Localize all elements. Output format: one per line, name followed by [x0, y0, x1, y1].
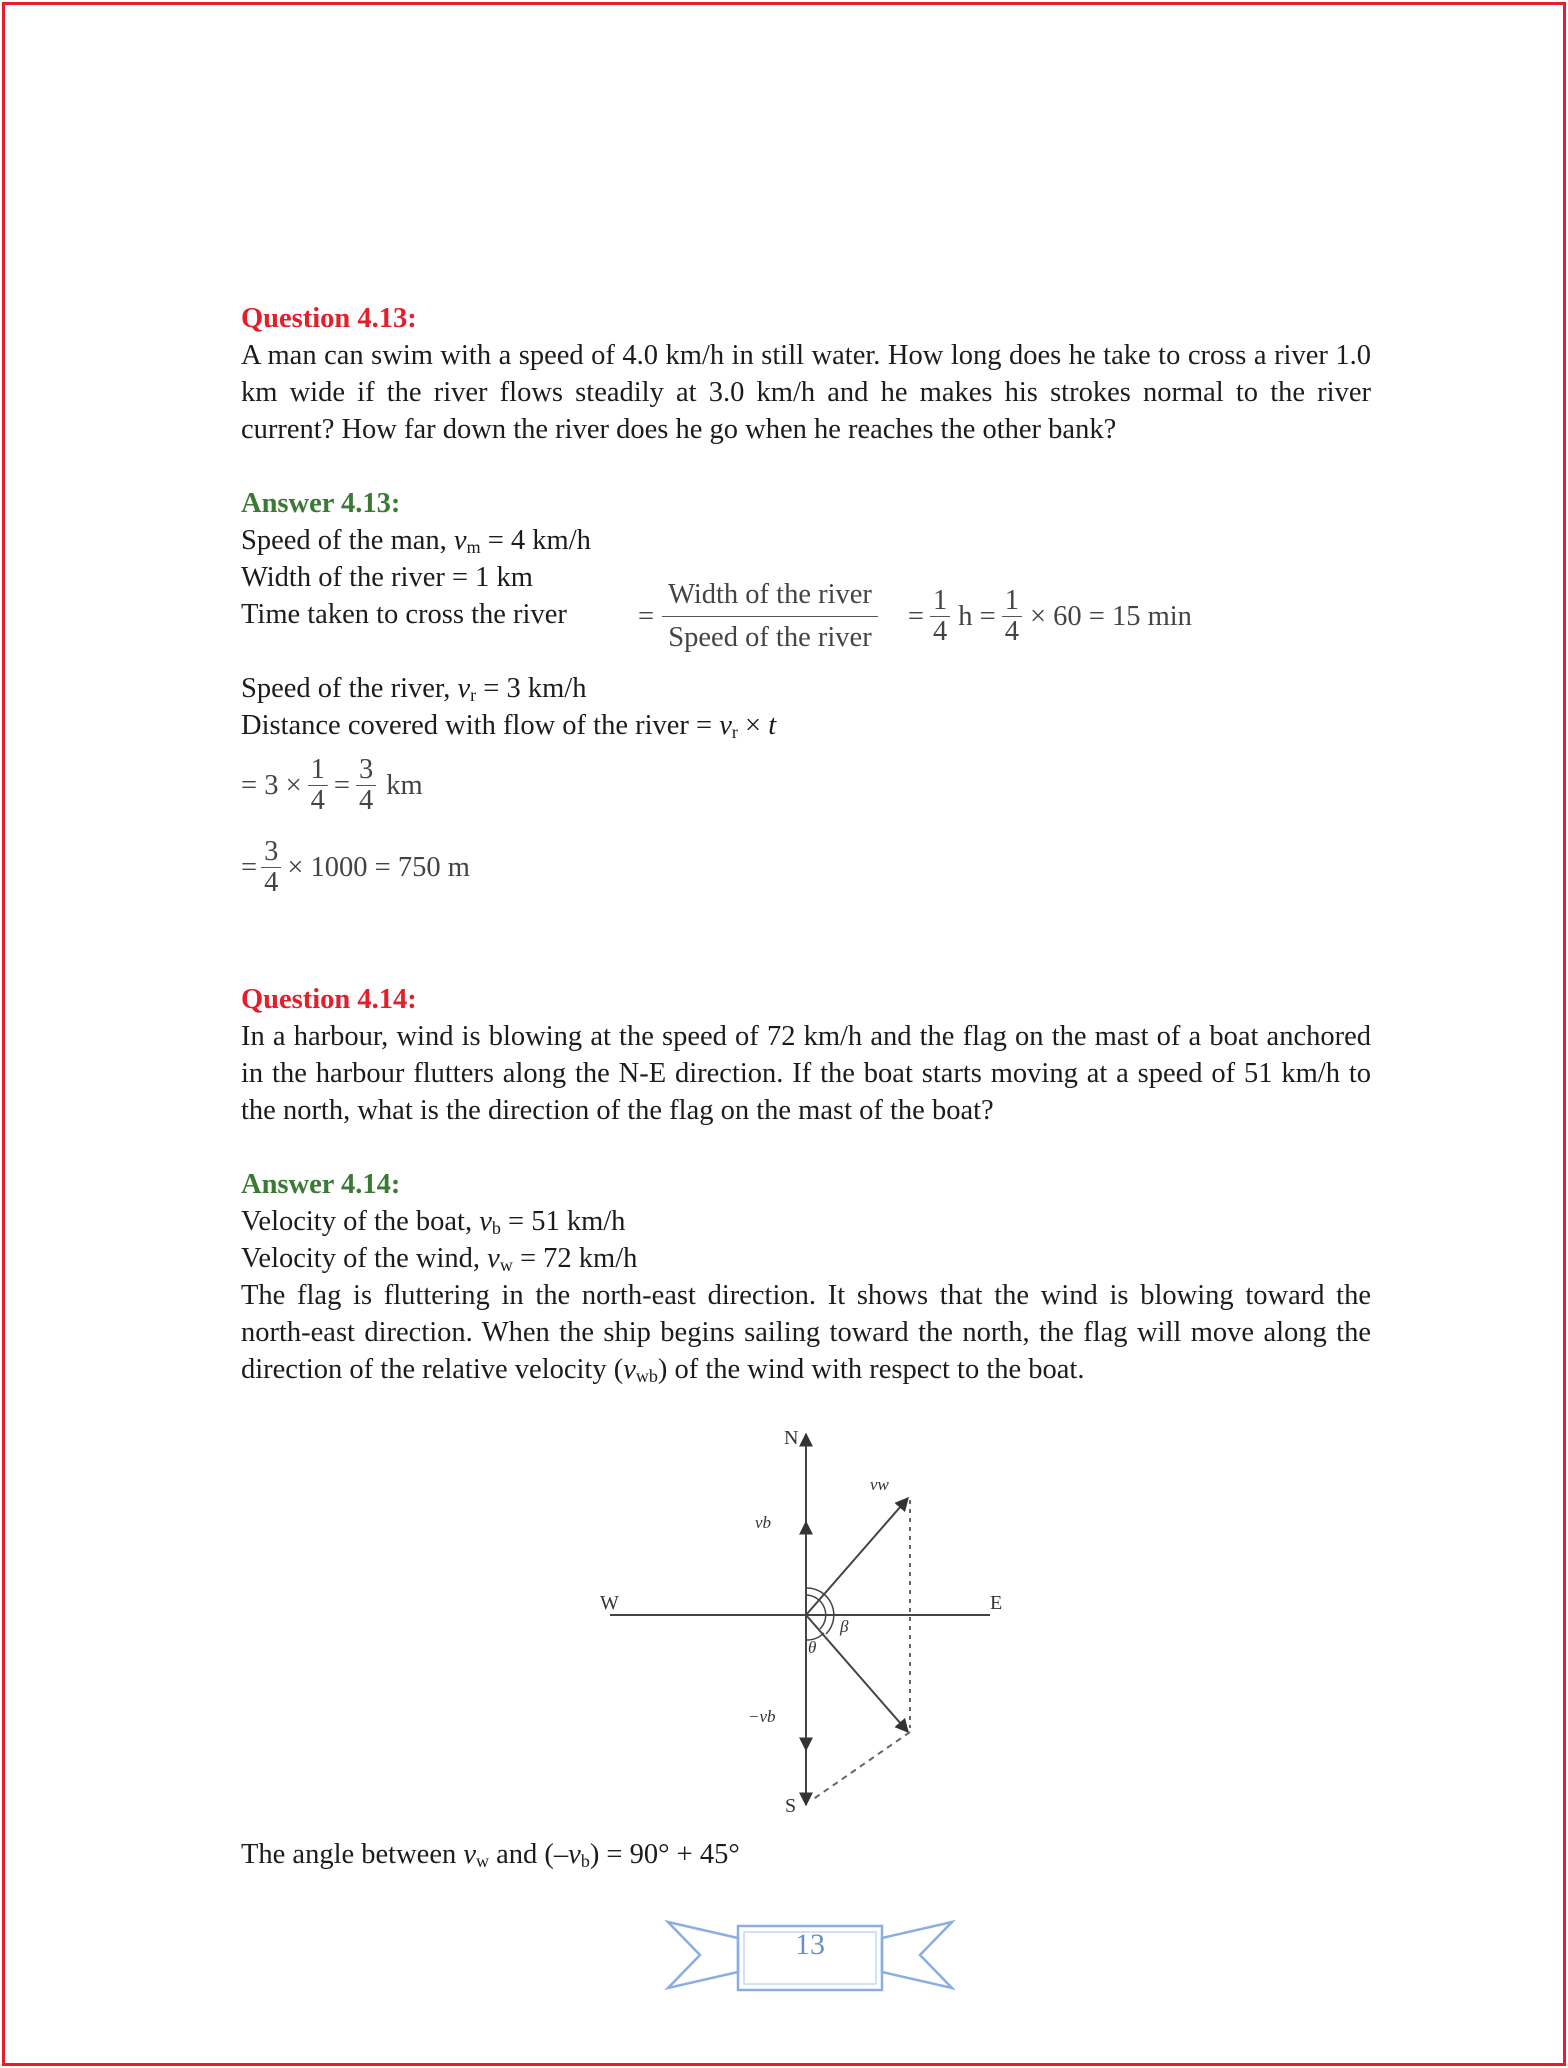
speed-river-prefix: Speed of the river,: [241, 673, 458, 704]
fraction-numerator: Width of the river: [662, 574, 878, 617]
north-label: N: [784, 1427, 799, 1449]
relative-velocity-diagram: [590, 1420, 1010, 1820]
question-text: In a harbour, wind is blowing at the speed of 72 km/h and the flag on the mast of a boat anchored in the harbour flutters along the N-E direction. If the boat starts moving at a speed of 51 km/h to the north, what is the direction of the flag on the mast of the boat?: [241, 1021, 1371, 1126]
three-quarters-fraction: [261, 837, 281, 898]
fraction-denominator: 4: [932, 615, 948, 647]
ribbon-right-tail: [882, 1922, 952, 1988]
page-number: 13: [795, 1928, 825, 1961]
flag-explanation: [241, 1277, 1371, 1395]
east-label: E: [990, 1592, 1003, 1614]
fraction-denominator: 4: [310, 784, 325, 816]
para-start: The flag is fluttering in the north-east direction. It shows that the wind is blowing toward the north-east direction. When the ship begins sailing toward the north, the flag will move along the direction of the relative velocity (: [241, 1280, 1371, 1385]
angle-prefix: The angle between: [241, 1839, 464, 1870]
speed-man-sub: m: [466, 537, 481, 557]
one-quarter-fraction: [308, 755, 328, 816]
time-equation: [638, 574, 1192, 658]
vb-sub: b: [491, 1218, 501, 1238]
eq-sign: =: [333, 769, 350, 801]
fraction-denominator: 4: [1004, 615, 1019, 647]
three-quarters-fraction: [356, 755, 376, 816]
para-var: v: [623, 1354, 636, 1385]
para-sub: wb: [635, 1366, 658, 1386]
distance-times: ×: [737, 710, 769, 741]
distance-t: t: [768, 710, 777, 741]
answer-heading: Answer 4.13:: [241, 488, 401, 519]
beta-label: β: [840, 1617, 849, 1636]
angle-var1: v: [463, 1839, 477, 1870]
eq-sign: =: [638, 600, 655, 632]
vw-prefix: Velocity of the wind,: [241, 1243, 488, 1274]
west-label: W: [600, 1592, 619, 1614]
dashed-closing-line: [812, 1732, 910, 1800]
speed-river-sub: r: [470, 685, 477, 705]
vw-value: = 72 km/h: [512, 1243, 638, 1274]
neg-vb-label: −vb: [748, 1707, 776, 1726]
distance-calculation-2: [241, 832, 470, 902]
fraction-numerator: 1: [930, 586, 950, 617]
time-label: Time taken to cross the river: [241, 599, 567, 630]
vb-label: vb: [755, 1513, 772, 1532]
distance-calculation-1: [241, 750, 423, 820]
calc-prefix: = 3 ×: [241, 769, 302, 801]
width-over-speed-fraction: [662, 574, 878, 659]
south-label: S: [785, 1795, 797, 1817]
speed-man-value: = 4 km/h: [480, 525, 591, 556]
vwb-arrow: [806, 1615, 908, 1732]
speed-man-var: v: [453, 525, 467, 556]
speed-river-var: v: [457, 673, 471, 704]
hours-equals: h =: [958, 600, 996, 632]
one-quarter-fraction: [1002, 586, 1022, 647]
angle-sub1: w: [476, 1851, 490, 1871]
fraction-denominator: 4: [264, 866, 279, 898]
one-quarter-fraction: [930, 586, 950, 647]
angle-mid: and (–: [489, 1839, 569, 1870]
eq-sign: =: [907, 600, 924, 632]
vw-sub: w: [499, 1255, 513, 1275]
fraction-numerator: 1: [308, 755, 328, 786]
vb-var: v: [479, 1206, 492, 1237]
vw-arrow: [806, 1498, 908, 1615]
width-line: Width of the river = 1 km: [241, 562, 533, 593]
question-heading: Question 4.13:: [241, 303, 417, 334]
fraction-numerator: 3: [356, 755, 376, 786]
ribbon-left-tail: [668, 1922, 738, 1988]
vw-label: vw: [870, 1475, 889, 1494]
vw-var: v: [487, 1243, 500, 1274]
eq-sign: =: [241, 851, 258, 883]
question-text: A man can swim with a speed of 4.0 km/h in still water. How long does he take to cross a river 1.0 km wide if the river flows steadily at 3.0 km/h and he makes his strokes normal to the river current? How far down the river does he go when he reaches the other bank?: [241, 340, 1371, 445]
speed-man-prefix: Speed of the man,: [241, 525, 454, 556]
distance-line: [241, 707, 776, 751]
vb-prefix: Velocity of the boat,: [241, 1206, 480, 1237]
answer-heading: Answer 4.14:: [241, 1169, 401, 1200]
question-heading: Question 4.14:: [241, 984, 417, 1015]
angle-end: ) = 90° + 45°: [589, 1839, 740, 1870]
speed-river-value: = 3 km/h: [476, 673, 587, 704]
angle-var2: v: [568, 1839, 581, 1870]
angle-line: [241, 1836, 740, 1880]
fraction-denominator: Speed of the river: [668, 621, 872, 653]
calc-result: × 1000 = 750 m: [287, 851, 470, 883]
distance-prefix: Distance covered with flow of the river =: [241, 710, 720, 741]
distance-sub: r: [731, 722, 738, 742]
theta-label: θ: [808, 1638, 817, 1657]
fraction-numerator: 3: [261, 837, 281, 868]
fraction-denominator: 4: [358, 784, 374, 816]
angle-sub2: b: [580, 1851, 590, 1871]
fraction-numerator: 1: [1002, 586, 1022, 617]
vb-value: = 51 km/h: [500, 1206, 626, 1237]
time-result: × 60 = 15 min: [1029, 600, 1192, 632]
para-end: ) of the wind with respect to the boat.: [657, 1354, 1085, 1385]
distance-var: v: [719, 710, 732, 741]
calc-unit: km: [386, 769, 423, 801]
